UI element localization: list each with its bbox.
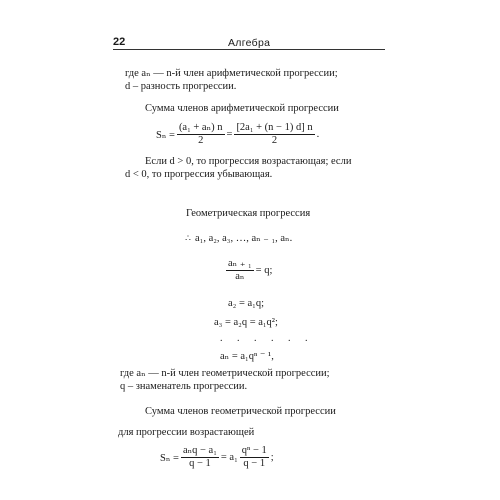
geom-ellipsis-row: . . . . . .: [220, 333, 314, 344]
geom-heading: Геометрическая прогрессия: [186, 208, 311, 219]
arith-sum-fraction-2: [234, 122, 314, 147]
geom-sum-middle: = a₁: [220, 452, 238, 463]
geom-formula-a2: a₂ = a₁q;: [228, 298, 264, 309]
geometric-progression-symbol-icon: ∴: [185, 233, 191, 244]
geom-sequence: [183, 232, 292, 245]
running-header-title: Алгебра: [228, 37, 271, 49]
arith-frac1-denominator: 2: [198, 135, 204, 146]
geom-sum-fraction-2: [240, 445, 269, 470]
arith-sum-formula: [156, 122, 319, 147]
geom-formula-a3: a₃ = a₂q = a₁q²;: [214, 317, 278, 328]
geom-sum-lhs: Sₙ =: [160, 452, 179, 464]
geom-ratio-rhs: = q;: [255, 265, 273, 276]
geom-sum-fraction-1: [181, 445, 219, 470]
geom-ratio-formula: [224, 258, 272, 283]
arith-formula-period: .: [316, 129, 320, 140]
geom-f2-denominator: q − 1: [243, 458, 266, 469]
geom-sequence-terms: a₁, a₂, a₃, …, aₙ ₋ ₁, aₙ.: [195, 233, 293, 244]
geom-ratio-denominator: aₙ: [235, 271, 245, 282]
geom-f1-numerator: aₙq − a₁: [182, 445, 217, 456]
arith-sum-fraction-1: [177, 122, 225, 147]
geom-formula-an: aₙ = a₁qⁿ ⁻ ¹,: [220, 351, 274, 362]
geom-where-line2: q – знаменатель прогрессии.: [120, 381, 248, 392]
arith-frac2-numerator: [2a₁ + (n − 1) d] n: [236, 122, 313, 133]
arith-sum-lhs: Sₙ =: [156, 129, 175, 141]
arith-frac1-numerator: (a₁ + aₙ) n: [178, 122, 223, 133]
arith-sum-heading: Сумма членов арифметической прогрессии: [145, 103, 339, 114]
arith-equals-sign: =: [226, 129, 233, 140]
geom-sum-formula: [160, 445, 274, 470]
geom-ratio-numerator: aₙ ₊ ₁: [228, 258, 252, 269]
geom-sum-heading: Сумма членов геометрической прогрессии: [145, 406, 336, 417]
arith-where-line2: d – разность прогрессии.: [125, 81, 237, 92]
geom-sum-semicolon: ;: [270, 452, 274, 463]
arith-note-line1: Если d > 0, то прогрессия возрастающая; если: [145, 156, 352, 167]
geom-increasing-label: для прогрессии возрастающей: [118, 427, 255, 438]
page-number: 22: [113, 36, 126, 48]
geom-f2-numerator: qⁿ − 1: [241, 445, 267, 456]
geom-ratio-fraction: [226, 258, 254, 283]
geom-f1-denominator: q − 1: [189, 458, 211, 469]
arith-where-line1: где aₙ — n-й член арифметической прогрессии;: [125, 68, 338, 79]
header-rule: [113, 49, 385, 50]
geom-where-line1: где aₙ — n-й член геометрической прогрессии;: [120, 368, 330, 379]
arith-note-line2: d < 0, то прогрессия убывающая.: [125, 169, 273, 180]
arith-frac2-denominator: 2: [271, 135, 278, 146]
